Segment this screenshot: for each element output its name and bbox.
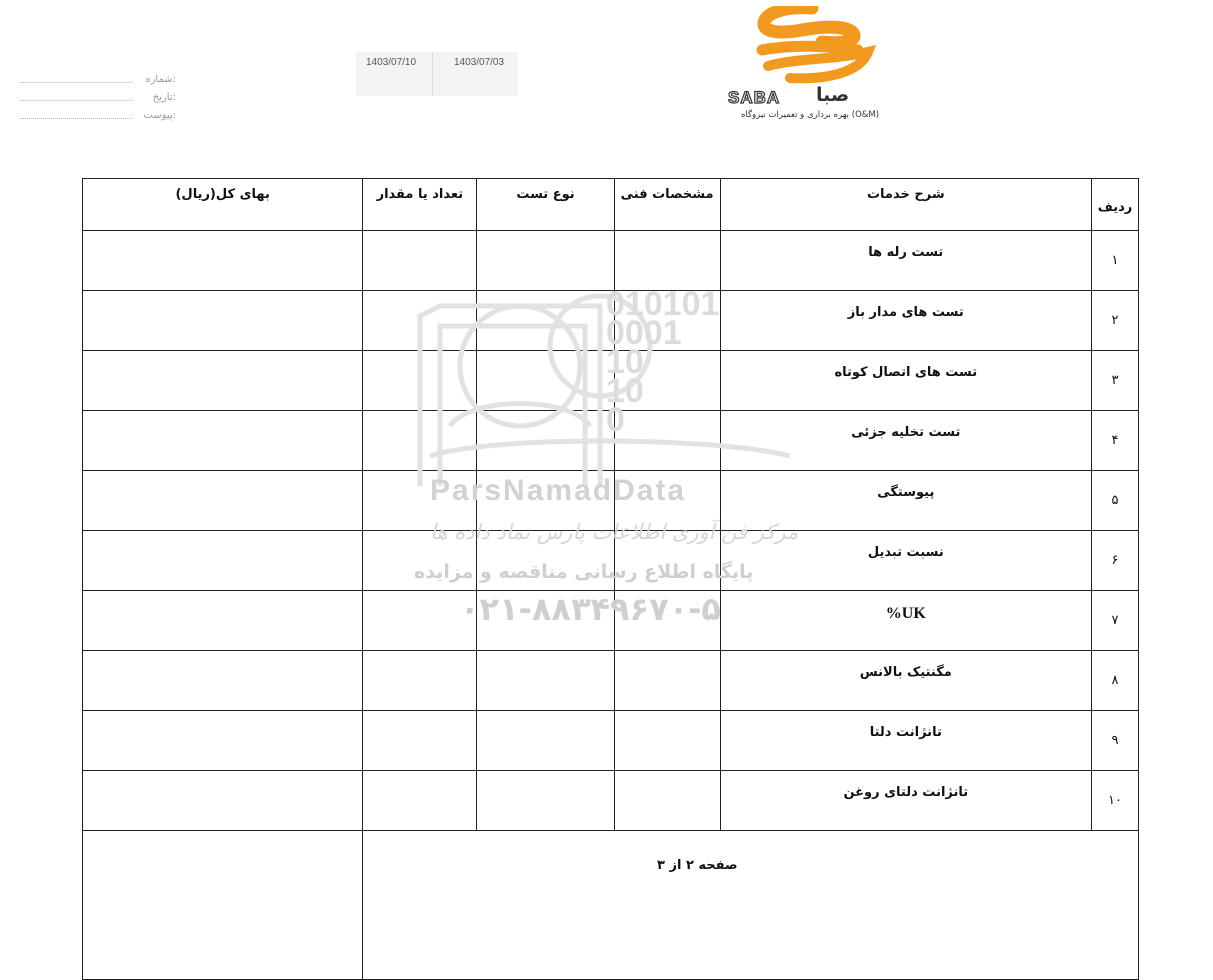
row-specs-cell	[614, 591, 720, 651]
row-price-cell	[83, 411, 363, 471]
table-total-row	[83, 831, 1139, 980]
table-row	[83, 531, 1139, 591]
row-test-type-cell	[477, 291, 614, 351]
row-test-type-cell	[477, 531, 614, 591]
row-service: نسبت تبدیل	[720, 531, 1091, 591]
table-row	[83, 291, 1139, 351]
number-dotted-line	[20, 82, 132, 83]
table-row	[83, 471, 1139, 531]
row-number: ۶	[1091, 531, 1138, 591]
row-specs-cell	[614, 411, 720, 471]
header-description: شرح خدمات	[720, 179, 1091, 231]
row-number: ۲	[1091, 291, 1138, 351]
row-price-cell	[83, 711, 363, 771]
row-test-type-cell	[477, 771, 614, 831]
row-price-cell	[83, 351, 363, 411]
saba-swoosh-icon	[742, 6, 878, 84]
total-label-cell	[363, 831, 1139, 980]
row-quantity-cell	[363, 771, 477, 831]
row-service: تست تخلیه جزئی	[720, 411, 1091, 471]
watermark-phone: ۰۲۱-۸۸۳۴۹۶۷۰-۵	[460, 590, 721, 628]
logo-wordmark	[728, 86, 892, 108]
row-specs-cell	[614, 471, 720, 531]
row-specs-cell	[614, 351, 720, 411]
row-test-type-cell	[477, 471, 614, 531]
row-service: تانژانت دلتا	[720, 711, 1091, 771]
date-right: 1403/07/03	[454, 57, 505, 68]
total-value-cell	[83, 831, 363, 980]
header-total-price: بهای کل(ریال)	[83, 179, 363, 231]
dates-divider	[432, 52, 433, 96]
row-quantity-cell	[363, 711, 477, 771]
row-test-type-cell	[477, 411, 614, 471]
row-quantity-cell	[363, 471, 477, 531]
row-service: تست های مدار باز	[720, 291, 1091, 351]
row-specs-cell	[614, 231, 720, 291]
row-number: ۱	[1091, 231, 1138, 291]
table-header-row	[83, 179, 1139, 231]
header-radif: ردیف	[1091, 179, 1138, 231]
table-row	[83, 651, 1139, 711]
row-service: تانژانت دلتای روغن	[720, 771, 1091, 831]
logo-latin: SABA	[728, 88, 781, 107]
row-price-cell	[83, 591, 363, 651]
header-test-type: نوع تست	[477, 179, 614, 231]
row-number: ۴	[1091, 411, 1138, 471]
row-price-cell	[83, 471, 363, 531]
row-specs-cell	[614, 531, 720, 591]
row-quantity-cell	[363, 231, 477, 291]
row-number: ۷	[1091, 591, 1138, 651]
row-price-cell	[83, 651, 363, 711]
services-table	[82, 178, 1139, 980]
header-quantity: تعداد یا مقدار	[363, 179, 477, 231]
row-number: ۱۰	[1091, 771, 1138, 831]
date-dotted-line	[20, 100, 132, 101]
table-row	[83, 351, 1139, 411]
row-service: تست رله ها	[720, 231, 1091, 291]
table-row	[83, 411, 1139, 471]
watermark-line1: مرکز فن آوری اطلاعات پارس نماد داده ها	[430, 520, 799, 544]
row-price-cell	[83, 531, 363, 591]
watermark-brand: ParsNamadData	[430, 474, 687, 507]
row-test-type-cell	[477, 231, 614, 291]
attachment-label: پیوست:	[143, 110, 176, 121]
table-row	[83, 771, 1139, 831]
date-label: تاریخ:	[152, 92, 176, 103]
date-row	[20, 90, 180, 108]
table-row	[83, 591, 1139, 651]
row-specs-cell	[614, 771, 720, 831]
row-service: مگنتیک بالانس	[720, 651, 1091, 711]
row-quantity-cell	[363, 531, 477, 591]
row-test-type-cell	[477, 591, 614, 651]
letter-meta	[20, 72, 180, 126]
row-service: تست های اتصال کوتاه	[720, 351, 1091, 411]
page-number: صفحه ۲ از ۳	[657, 858, 738, 873]
number-label: شماره:	[145, 74, 176, 85]
row-test-type-cell	[477, 351, 614, 411]
header-specs: مشخصات فنی	[614, 179, 720, 231]
row-specs-cell	[614, 711, 720, 771]
attachment-dotted-line	[20, 118, 132, 119]
row-test-type-cell	[477, 711, 614, 771]
dates-box	[356, 52, 518, 96]
attachment-row	[20, 108, 180, 126]
row-price-cell	[83, 231, 363, 291]
row-test-type-cell	[477, 651, 614, 711]
table-row	[83, 231, 1139, 291]
row-number: ۹	[1091, 711, 1138, 771]
watermark-line2: پایگاه اطلاع رسانی مناقصه و مزایده	[414, 561, 754, 583]
row-quantity-cell	[363, 651, 477, 711]
logo-tagline: بهره برداری و تعمیرات نیروگاه (O&M)	[740, 110, 880, 120]
row-quantity-cell	[363, 351, 477, 411]
row-price-cell	[83, 771, 363, 831]
row-price-cell	[83, 291, 363, 351]
row-quantity-cell	[363, 291, 477, 351]
company-logo	[728, 6, 892, 124]
row-quantity-cell	[363, 591, 477, 651]
row-quantity-cell	[363, 411, 477, 471]
row-specs-cell	[614, 651, 720, 711]
date-left: 1403/07/10	[366, 57, 417, 68]
logo-persian: صبا	[816, 84, 850, 106]
row-number: ۵	[1091, 471, 1138, 531]
table-row	[83, 711, 1139, 771]
row-service: UK%	[720, 591, 1091, 651]
row-service: پیوستگی	[720, 471, 1091, 531]
row-number: ۸	[1091, 651, 1138, 711]
number-row	[20, 72, 180, 90]
watermark-binary: 010101 0001 10 10 0	[606, 285, 720, 439]
row-number: ۳	[1091, 351, 1138, 411]
row-specs-cell	[614, 291, 720, 351]
